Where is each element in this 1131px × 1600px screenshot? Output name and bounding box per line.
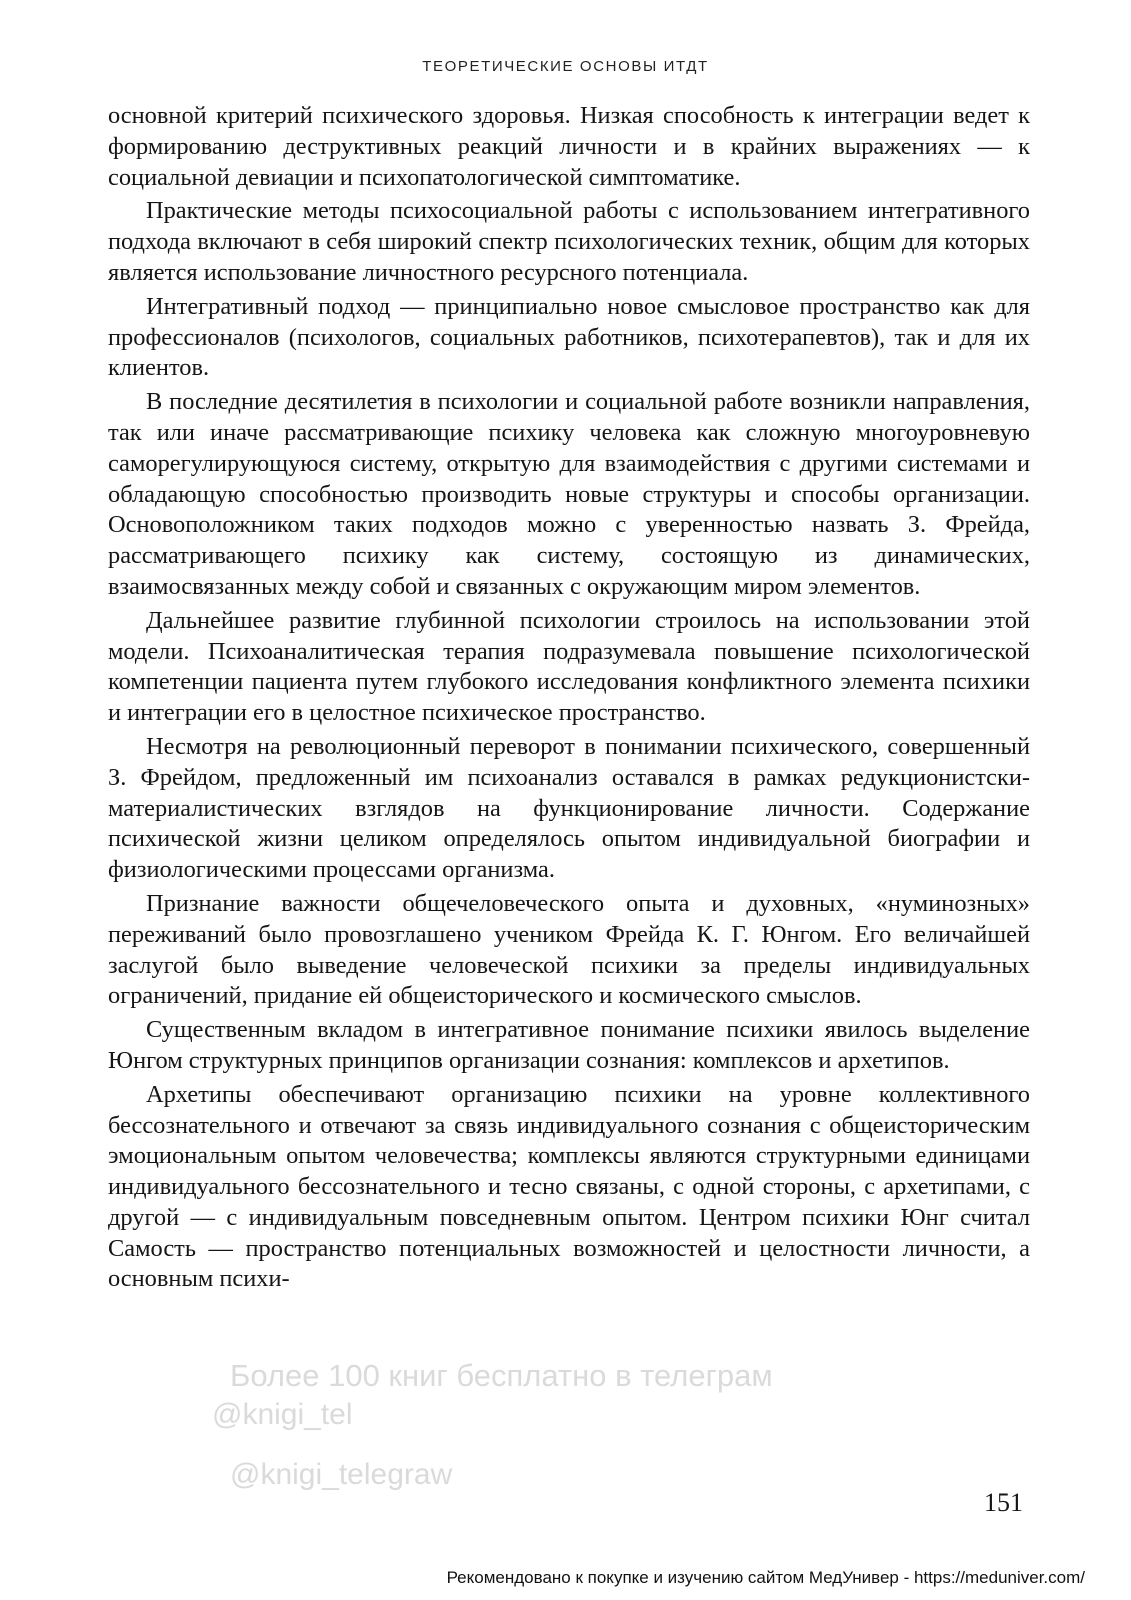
paragraph: Дальнейшее развитие глубинной психологии строилось на использовании этой модели. Психоаналитическая терапия подразумевала повышение психологической компетенции пациента путем глубокого исследования конфликтного элемента психики и интеграции его в целостное психическое пространство. bbox=[108, 606, 1030, 727]
paragraph: Признание важности общечеловеческого опыта и духовных, «нуминозных» переживаний было провозглашено учеником Фрейда К. Г. Юнгом. Его величайшей заслугой было выведение человеческой психики за пределы индивидуальных ограничений, придание ей общеисторического и космического смыслов. bbox=[108, 889, 1030, 1010]
footer-recommendation: Рекомендовано к покупке и изучению сайтом МедУнивер - https://meduniver.com/ bbox=[446, 1568, 1085, 1587]
paragraph: В последние десятилетия в психологии и социальной работе возникли направления, так или иначе рассматривающие психику человека как сложную многоуровневую саморегулирующуюся систему, открытую для взаимодействия с другими системами и обладающую способностью производить новые структуры и способы организации. Основоположником таких подходов можно с уверенностью назвать З. Фрейда, рассматривающего психику как систему, состоящую из динамических, взаимосвязанных между собой и связанных с окружающим миром элементов. bbox=[108, 388, 1030, 600]
paragraph: Архетипы обеспечивают организацию психики на уровне коллективного бессознательного и отвечают за связь индивидуального сознания с общеисторическим эмоциональным опытом человечества; комплексы являются структурными единицами индивидуального бессознательного и тесно связаны, с одной стороны, с архетипами, с другой — с индивидуальным повседневным опытом. Центром психики Юнг считал Самость — пространство потенциальных возможностей и целостности личности, а основным психи- bbox=[108, 1080, 1030, 1293]
watermark-handle-partial: @knigi_tel bbox=[212, 1398, 353, 1431]
paragraph: Существенным вкладом в интегративное понимание психики явилось выделение Юнгом структурных принципов организации сознания: комплексов и архетипов. bbox=[108, 1016, 1030, 1074]
paragraph: Несмотря на революционный переворот в понимании психического, совершенный З. Фрейдом, предложенный им психоанализ оставался в рамках редукционистски-материалистических взглядов на функционирование личности. Содержание психической жизни целиком определялось опытом индивидуальной биографии и физиологическими процессами организма. bbox=[108, 732, 1030, 884]
paragraph: Практические методы психосоциальной работы с использованием интегративного подхода включают в себя широкий спектр психологических техник, общим для которых является использование личностного ресурсного потенциала. bbox=[108, 197, 1030, 286]
watermark-handle: @knigi_telegraw bbox=[230, 1458, 453, 1491]
running-head: ТЕОРЕТИЧЕСКИЕ ОСНОВЫ ИТДТ bbox=[422, 58, 709, 75]
page-number: 151 bbox=[984, 1488, 1023, 1517]
paragraph: Интегративный подход — принципиально новое смысловое пространство как для профессионалов (психологов, социальных работников, психотерапевтов), так и для их клиентов. bbox=[108, 292, 1030, 382]
watermark-telegram-promo: Более 100 книг бесплатно в телеграм bbox=[230, 1358, 773, 1393]
body-text bbox=[108, 101, 1030, 1298]
paragraph: основной критерий психического здоровья. Низкая способность к интеграции ведет к формированию деструктивных реакций личности и в крайних выражениях — к социальной девиации и психопатологической симптоматике. bbox=[108, 102, 1030, 191]
